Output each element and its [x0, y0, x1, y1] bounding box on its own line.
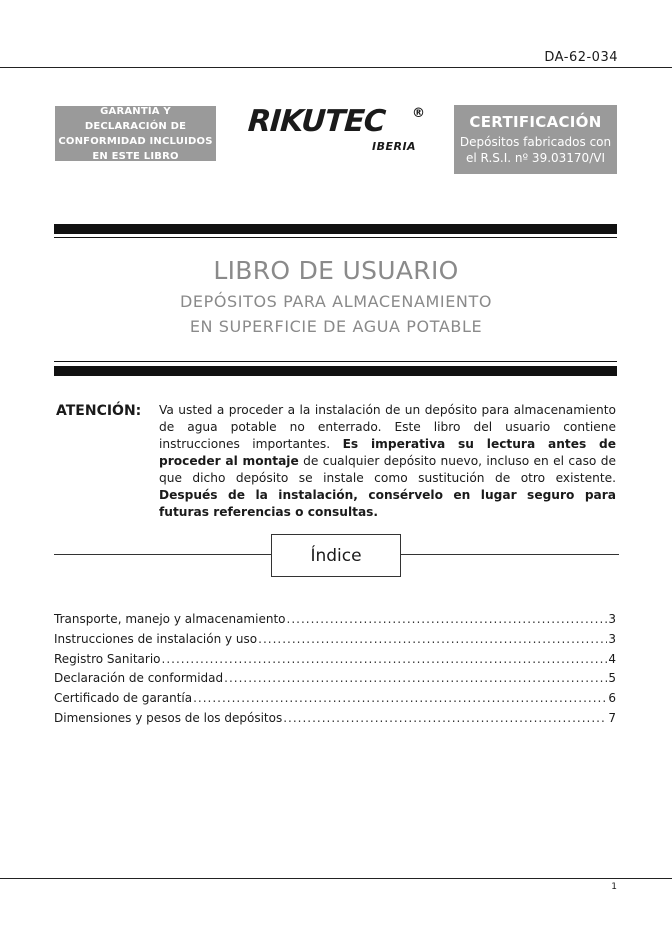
- logo-subbrand: IBERIA: [372, 140, 417, 153]
- warranty-notice-box: [55, 106, 216, 161]
- toc-item-page: 6: [608, 691, 616, 706]
- toc-leader-dots: [283, 711, 607, 725]
- document-code: DA-62-034: [544, 50, 618, 65]
- toc-item[interactable]: [54, 691, 616, 711]
- toc-item[interactable]: [54, 632, 616, 652]
- logo-brand: RIKUTEC: [246, 104, 387, 139]
- toc-leader-dots: [258, 632, 607, 646]
- toc-item-page: 4: [608, 651, 616, 666]
- toc-item-title: Certificado de garantía: [54, 691, 193, 706]
- toc-item-page: 7: [608, 710, 616, 725]
- toc-leader-dots: [193, 691, 607, 705]
- attention-text-part-1: Va usted a proceder a la instalación de un depósito para almacenamiento de agua potable no enterrado. Este libro del usuario contiene instrucciones importantes.: [159, 403, 616, 451]
- toc-item[interactable]: [54, 652, 616, 672]
- index-heading: Índice: [271, 534, 401, 577]
- subtitle-line-1: DEPÓSITOS PARA ALMACENAMIENTO: [179, 292, 493, 311]
- toc-item[interactable]: [54, 711, 616, 731]
- rikutec-logo: [248, 104, 428, 156]
- toc-item[interactable]: [54, 671, 616, 691]
- attention-text-bold-1: Es imperativa su lectura antes de proceder al montaje: [159, 437, 617, 468]
- title-top-bar: [54, 224, 617, 234]
- attention-text-part-2: de cualquier depósito nuevo, incluso en el caso de que dicho depósito se instale como sustitución de otro existente.: [159, 454, 616, 485]
- index-line-right: [400, 554, 619, 555]
- page-number: 1: [611, 882, 617, 892]
- toc-item-page: 3: [608, 612, 616, 626]
- top-divider: [0, 67, 672, 68]
- title-bottom-line: [54, 361, 617, 362]
- toc-item-page: 5: [608, 671, 616, 686]
- toc-item-title: Registro Sanitario: [54, 651, 161, 666]
- attention-text: [159, 402, 616, 521]
- title-bottom-bar: [54, 366, 617, 376]
- toc-item[interactable]: [54, 612, 616, 632]
- page-title: LIBRO DE USUARIO: [213, 256, 459, 285]
- toc-item-page: 3: [608, 631, 616, 646]
- title-top-line: [54, 237, 617, 238]
- certification-box: [454, 105, 617, 174]
- registered-mark: ®: [412, 106, 425, 121]
- toc-leader-dots: [287, 612, 608, 626]
- bottom-divider: [0, 878, 672, 879]
- index-line-left: [54, 554, 272, 555]
- certification-text: Depósitos fabricados con el R.S.I. nº 39.03170/VI: [459, 135, 612, 165]
- attention-label: ATENCIÓN:: [56, 403, 142, 419]
- warranty-notice-text: GARANTÍA Y DECLARACIÓN DE CONFORMIDAD INCLUIDOS EN ESTE LIBRO: [58, 105, 213, 162]
- toc-item-title: Dimensiones y pesos de los depósitos: [54, 710, 283, 725]
- subtitle-line-2: EN SUPERFICIE DE AGUA POTABLE: [189, 317, 483, 336]
- certification-title: CERTIFICACIÓN: [469, 113, 602, 131]
- toc-leader-dots: [162, 652, 608, 666]
- toc-item-title: Declaración de conformidad: [54, 671, 224, 686]
- toc-leader-dots: [224, 671, 607, 685]
- toc-item-title: Instrucciones de instalación y uso: [54, 631, 258, 646]
- toc-item-title: Transporte, manejo y almacenamiento: [54, 612, 286, 626]
- attention-text-bold-2: Después de la instalación, consérvelo en lugar seguro para futuras referencias o consultas.: [159, 488, 616, 519]
- table-of-contents: [54, 612, 616, 731]
